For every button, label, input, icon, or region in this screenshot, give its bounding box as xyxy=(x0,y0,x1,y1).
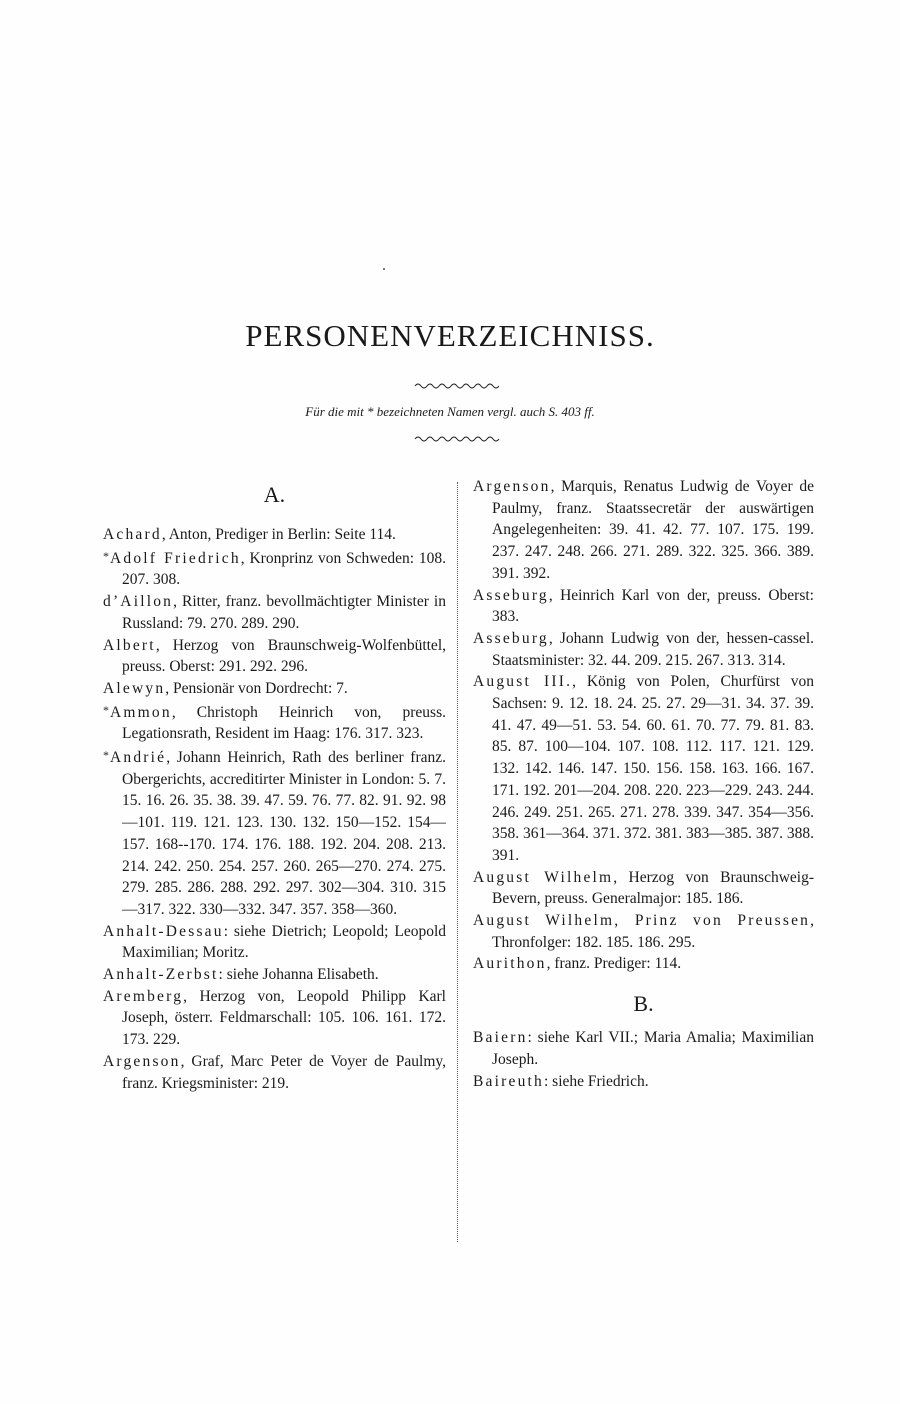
right-column xyxy=(473,476,814,1092)
asterisk-marker: * xyxy=(103,702,109,717)
entry-name: Albert xyxy=(103,636,156,654)
entry-list-right-b xyxy=(473,1027,814,1092)
entry-details: , Ritter, franz. bevollmächtigter Minister in Russland: 79. 270. 289. 290. xyxy=(122,593,446,632)
index-entry xyxy=(103,745,446,921)
index-entry xyxy=(473,585,814,628)
entry-name: Alewyn xyxy=(103,679,166,697)
entry-details: : siehe Friedrich. xyxy=(543,1072,649,1090)
entry-details: , Anton, Prediger in Berlin: Seite 114. xyxy=(161,526,396,543)
entry-details: , Kronprinz von Schweden: 108. 207. 308. xyxy=(122,549,446,589)
index-entry xyxy=(103,1051,446,1094)
entry-details: , Johann Ludwig von der, hessen-cassel. Staatsminister: 32. 44. 209. 215. 267. 313. 314. xyxy=(492,629,814,669)
entry-name: August Wilhelm xyxy=(473,868,614,886)
entry-name: Anhalt-Zerbst xyxy=(103,966,219,984)
index-entry xyxy=(103,635,446,678)
section-letter-a: A. xyxy=(263,482,286,507)
entry-details: , Christoph Heinrich von, preuss. Legationsrath, Resident im Haag: 176. 317. 323. xyxy=(122,703,446,743)
entry-name: Achard xyxy=(103,526,162,543)
entry-details: , Heinrich Karl von der, preuss. Oberst: 383. xyxy=(492,586,814,626)
ornament-wave-top xyxy=(413,381,503,389)
entry-name: Baiern xyxy=(473,1029,528,1047)
ornament-wave-bottom xyxy=(413,434,503,442)
entry-details: , Herzog von Braunschweig-Bevern, preuss. Generalmajor: 185. 186. xyxy=(492,868,814,908)
column-divider xyxy=(457,482,458,1242)
index-entry xyxy=(103,524,446,546)
index-entry xyxy=(473,476,814,585)
index-entry xyxy=(473,910,814,953)
page-title: PERSONENVERZEICHNISS. xyxy=(245,318,655,353)
index-entry xyxy=(473,953,814,975)
entry-details: , Johann Heinrich, Rath des berliner franz. Obergerichts, accreditirter Minister in London: 5. 7. 15. 16. 26. 35. 38. 39. 47. 59. 76. 77. 82. 91. 92. 98—101. 119. 121. 123. 130. 132. 150—152. 154—157. 168--170. 174. 176. 188. 192. 204. 208. 213. 214. 242. 250. 254. 257. 260. 265—270. 274. 275. 279. 285. 286. 288. 292. 297. 302—304. 310. 315—317. 322. 330—332. 347. 357. 358—360. xyxy=(122,749,446,918)
entry-name: August Wilhelm, Prinz von Preussen xyxy=(473,912,811,930)
index-entry xyxy=(473,1027,814,1070)
note-line: Für die mit * bezeichneten Namen vergl. auch S. 403 ff. xyxy=(305,404,595,419)
index-entry xyxy=(103,546,446,591)
entry-details: , König von Polen, Churfürst von Sachsen: 9. 12. 18. 24. 25. 27. 29—31. 34. 37. 39. 41. 47. 49—51. 53. 54. 60. 61. 70. 77. 79. 81. 83. 85. 87. 100—104. 107. 108. 112. 117. 121. 129. 132. 142. 146. 147. 150. 156. 158. 163. 166. 167. 171. 192. 201—204. 208. 220. 223—229. 243. 244. 246. 249. 251. 265. 271. 278. 339. 347. 354—356. 358. 361—364. 371. 372. 381. 383—385. 387. 388. 391. xyxy=(492,673,815,864)
asterisk-marker: * xyxy=(103,748,109,763)
index-entry xyxy=(473,1071,814,1093)
entry-details: : siehe Dietrich; Leopold; Leopold Maximilian; Moritz. xyxy=(122,922,446,962)
entry-details: , Thronfolger: 182. 185. 186. 295. xyxy=(492,912,814,951)
asterisk-marker: * xyxy=(103,548,109,563)
index-entry xyxy=(103,700,446,745)
entry-name: Anhalt-Dessau xyxy=(103,922,224,940)
entry-name: d’Aillon xyxy=(103,593,174,611)
entry-name: Asseburg xyxy=(473,586,549,604)
index-entry xyxy=(103,678,446,700)
entry-details: , franz. Prediger: 114. xyxy=(546,955,682,973)
entry-name: Aremberg xyxy=(103,987,184,1005)
entry-details: , Graf, Marc Peter de Voyer de Paulmy, franz. Kriegsminister: 219. xyxy=(122,1052,446,1092)
entry-details: , Herzog von Braunschweig-Wolfenbüttel, preuss. Oberst: 291. 292. 296. xyxy=(122,636,446,676)
entry-name: Baireuth xyxy=(473,1072,544,1090)
index-entry xyxy=(103,964,446,986)
entry-details: , Pensionär von Dordrecht: 7. xyxy=(165,679,348,697)
entry-name: Argenson xyxy=(473,478,551,495)
entry-name: Aurithon xyxy=(473,955,547,973)
entry-name: Adolf Friedrich xyxy=(110,549,241,567)
index-entry xyxy=(103,591,446,634)
index-entry xyxy=(473,628,814,671)
index-entry xyxy=(473,671,814,866)
entry-details: : siehe Karl VII.; Maria Amalia; Maximilian Joseph. xyxy=(492,1029,814,1068)
entry-details: , Herzog von, Leopold Philipp Karl Joseph, österr. Feldmarschall: 105. 106. 161. 172. 173. 229. xyxy=(122,987,446,1049)
left-column xyxy=(103,482,446,1094)
ink-speck xyxy=(383,268,385,270)
entry-details: : siehe Johanna Elisabeth. xyxy=(218,966,379,984)
entry-name: August III. xyxy=(473,673,573,691)
entry-name: Argenson xyxy=(103,1052,181,1070)
entry-name: Andrié xyxy=(110,749,167,767)
entry-details: , Marquis, Renatus Ludwig de Voyer de Paulmy, franz. Staatssecretär der auswärtigen Angelegenheiten: 39. 41. 42. 77. 107. 175. 199. 237. 247. 248. 266. 271. 289. 322. 325. 366. 389. 391. 392. xyxy=(492,478,814,582)
entry-name: Asseburg xyxy=(473,629,549,647)
section-letter-b: B. xyxy=(633,991,654,1017)
entry-list-left xyxy=(103,524,446,1094)
index-entry xyxy=(103,921,446,964)
entry-name: Ammon xyxy=(110,703,172,721)
index-entry xyxy=(103,986,446,1051)
index-entry xyxy=(473,867,814,910)
entry-list-right-a xyxy=(473,476,814,975)
